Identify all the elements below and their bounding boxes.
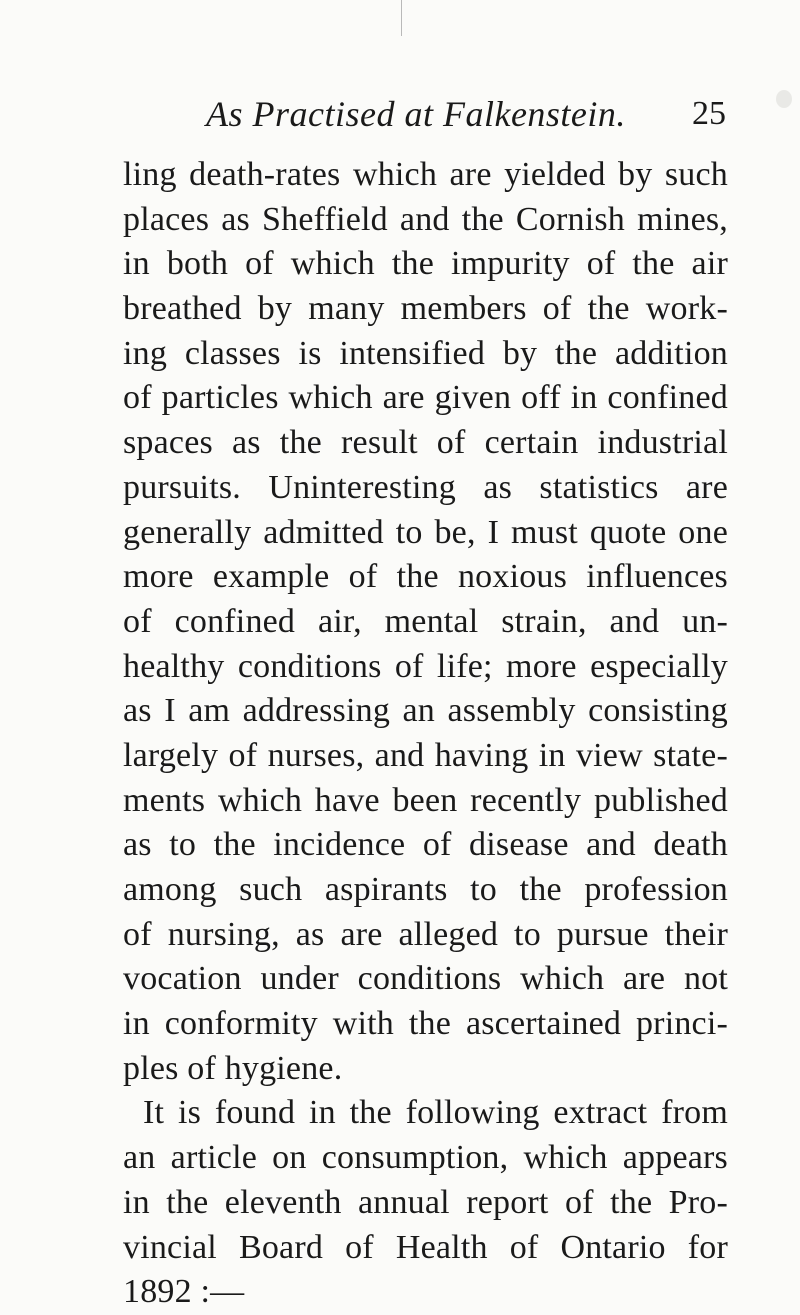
text-line: pursuits. Uninteresting as statistics are (123, 468, 728, 506)
text-line: among such aspirants to the profession (123, 871, 728, 908)
running-head-title: As Practised at Falkenstein. (206, 94, 626, 134)
text-line: in both of which the impurity of the air (123, 245, 728, 283)
text-line: as to the incidence of disease and death (123, 826, 728, 864)
scan-blemish (776, 90, 792, 108)
text-line: in the eleventh annual report of the Pro- (123, 1183, 728, 1221)
text-line: ing classes is intensified by the addition (123, 334, 728, 372)
text-line: of confined air, mental strain, and un- (123, 602, 728, 640)
text-line: spaces as the result of certain industrial (123, 424, 728, 462)
running-head (206, 92, 726, 136)
text-line: ples of hygiene. (123, 1049, 343, 1087)
text-line: vincial Board of Health of Ontario for (123, 1228, 728, 1266)
text-line: 1892 :— (123, 1273, 245, 1311)
text-line: of particles which are given off in confined (123, 379, 728, 417)
text-line: healthy conditions of life; more especially (123, 647, 728, 685)
text-line: more example of the noxious influences (123, 558, 728, 596)
text-line: ling death-rates which are yielded by such (123, 156, 728, 193)
paragraph-first-line: It is found in the following extract from (143, 1094, 728, 1132)
text-line: largely of nurses, and having in view state- (123, 736, 728, 774)
text-line: breathed by many members of the work- (123, 290, 728, 328)
text-line: as I am addressing an assembly consisting (123, 692, 728, 730)
text-line: in conformity with the ascertained princi- (123, 1005, 728, 1043)
text-line: an article on consumption, which appears (123, 1139, 728, 1177)
text-line: ments which have been recently published (123, 781, 728, 819)
text-line: generally admitted to be, I must quote one (123, 513, 728, 551)
page-number: 25 (692, 95, 726, 132)
body-text (123, 153, 728, 1315)
text-line: places as Sheffield and the Cornish mines, (123, 200, 728, 238)
scan-edge-mark (401, 0, 402, 36)
text-line: vocation under conditions which are not (123, 960, 728, 998)
text-line: of nursing, as are alleged to pursue their (123, 915, 728, 953)
